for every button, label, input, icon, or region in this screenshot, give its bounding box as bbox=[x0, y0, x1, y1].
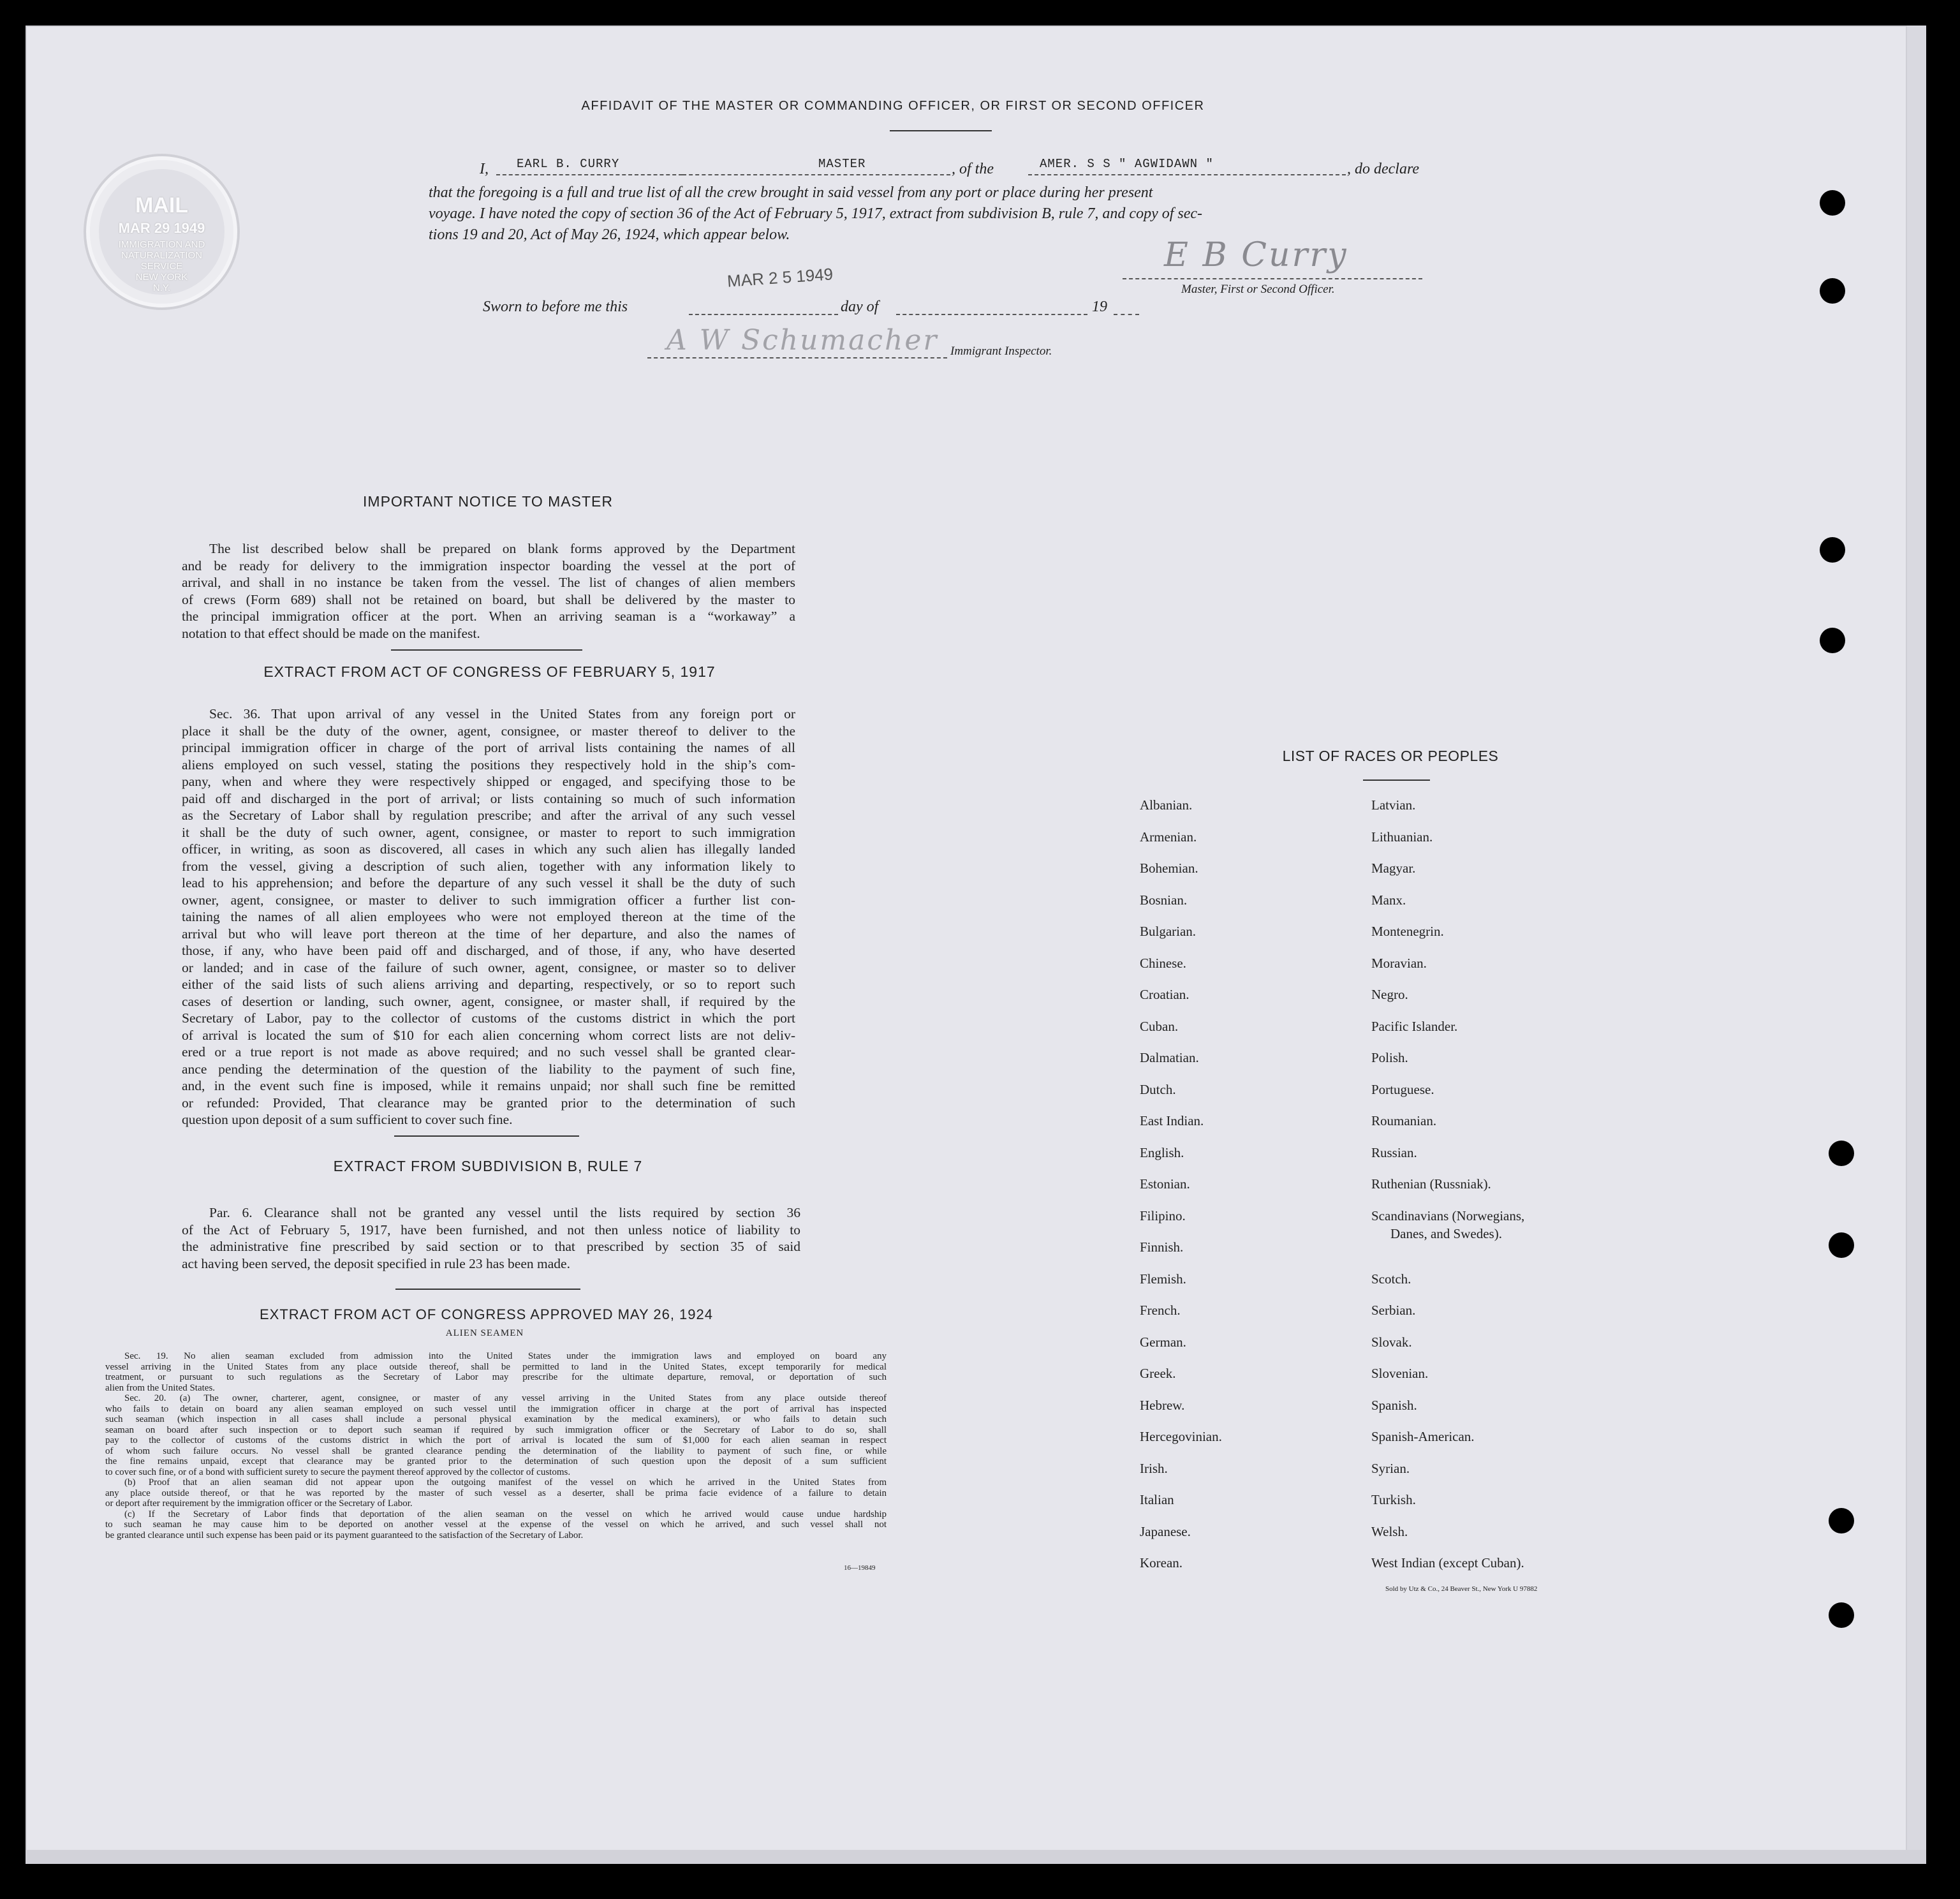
race-item: Scandinavians (Norwegians, bbox=[1371, 1208, 1525, 1223]
text-line: Sec. 36. That upon arrival of any vessel in the United States from any foreign port or bbox=[209, 706, 795, 721]
text-line: aliens employed on such vessel, stating the positions they respectively hold in the ship’s com- bbox=[182, 757, 795, 772]
text-line: taining the names of all alien employees who were not employed thereon at the time of the bbox=[182, 909, 795, 924]
stamp-line: SERVICE bbox=[140, 261, 183, 272]
text-line: Secretary of Labor, pay to the collector of customs of the customs district in which the port bbox=[182, 1010, 795, 1026]
race-item: Bulgarian. bbox=[1140, 924, 1197, 939]
year-label: 19 bbox=[1092, 299, 1107, 315]
rule7-body bbox=[182, 1204, 800, 1272]
vessel-name: AMER. S S " AGWIDAWN " bbox=[1040, 157, 1214, 171]
race-item: Danes, and Swedes). bbox=[1390, 1225, 1502, 1241]
form-number: 16—19849 bbox=[844, 1564, 876, 1572]
text-line: who fails to detain on board any alien seaman employed on such vessel until the immigration officer in charge at the port of arrival has inspected bbox=[105, 1403, 887, 1414]
race-item: Russian. bbox=[1371, 1144, 1417, 1160]
text-line: of crews (Form 689) shall not be retained on board, but shall be delivered by the master to bbox=[182, 591, 795, 607]
extract-1924-title: EXTRACT FROM ACT OF CONGRESS APPROVED MAY 26, 1924 bbox=[260, 1306, 713, 1322]
text-line: cases of desertion or landing, such owner, agent, consignee, or master shall, if required by the bbox=[182, 993, 795, 1009]
text-line: principal immigration officer in charge of the port of arrival lists containing the names of all bbox=[182, 740, 795, 755]
text-line: arrival but who will leave port thereon at the time of her departure, and also the names of bbox=[182, 926, 795, 942]
race-item: Montenegrin. bbox=[1371, 924, 1444, 939]
race-item: Welsh. bbox=[1371, 1523, 1408, 1539]
text-line: alien from the United States. bbox=[105, 1382, 216, 1393]
text-line: paid off and discharged in the port of arrival; or lists containing so much of such information bbox=[182, 790, 795, 806]
race-item: French. bbox=[1140, 1303, 1181, 1318]
inspector-label: Immigrant Inspector. bbox=[950, 344, 1052, 358]
extract-1917-body bbox=[182, 706, 795, 1128]
race-item: Japanese. bbox=[1140, 1523, 1191, 1539]
day-of-label: day of bbox=[841, 299, 879, 315]
race-item: Negro. bbox=[1371, 987, 1408, 1002]
stamp-mail: MAIL bbox=[135, 193, 189, 218]
extract-1917-title: EXTRACT FROM ACT OF CONGRESS OF FEBRUARY 5, 1917 bbox=[263, 663, 716, 680]
stamp-line: NATURALIZATION bbox=[121, 250, 202, 261]
master-rank: MASTER bbox=[818, 157, 866, 171]
stamp-line: IMMIGRATION AND bbox=[118, 239, 205, 250]
text-line: place it shall be the duty of the owner, agent, consignee, or master thereof to deliver to the bbox=[182, 723, 795, 739]
text-line: pay to the collector of customs of the customs district in which the port of arrival is located the sum of $1,000 for each alien seaman in respect bbox=[105, 1435, 887, 1445]
punch-hole bbox=[1829, 1508, 1854, 1533]
race-item: Cuban. bbox=[1140, 1018, 1179, 1034]
text-line: pany, when and where they were respectively shipped or engaged, and specifying those to be bbox=[182, 774, 795, 789]
text-line: and be ready for delivery to the immigration inspector boarding the vessel at the port of bbox=[182, 558, 795, 573]
race-item: Dutch. bbox=[1140, 1081, 1176, 1097]
section-rule bbox=[391, 649, 582, 651]
race-item: Magyar. bbox=[1371, 861, 1416, 876]
punch-hole bbox=[1820, 628, 1845, 653]
section-rule bbox=[395, 1289, 580, 1290]
race-item: Greek. bbox=[1140, 1366, 1176, 1381]
immigration-stamp bbox=[86, 156, 237, 307]
month-blank bbox=[896, 314, 1087, 315]
race-item: Latvian. bbox=[1371, 797, 1416, 813]
affidavit-line: that the foregoing is a full and true list of all the crew brought in said vessel from any port or place during her present bbox=[429, 184, 1153, 201]
text-line: those, if any, who have been paid off and discharged, and of those, if any, who have deserted bbox=[182, 943, 795, 958]
text-line: ered or a true report is not made as above required; and no such vessel shall be granted clear- bbox=[182, 1044, 795, 1060]
stamp-line: NEW YORK bbox=[135, 272, 188, 283]
text-line: of arrival is located the sum of $10 for each alien concerning whom correct lists are not deliv- bbox=[182, 1027, 795, 1043]
race-item: Chinese. bbox=[1140, 955, 1186, 971]
race-item: Dalmatian. bbox=[1140, 1050, 1199, 1065]
section-rule bbox=[394, 1135, 579, 1137]
text-line: to cover such fine, or of a bond with sufficient surety to secure the payment thereof approved by the collector of customs. bbox=[105, 1467, 571, 1477]
affidavit-line: tions 19 and 20, Act of May 26, 1924, which appear below. bbox=[429, 226, 790, 243]
punch-hole bbox=[1820, 190, 1845, 216]
master-name: EARL B. CURRY bbox=[517, 157, 620, 171]
race-item: Turkish. bbox=[1371, 1492, 1416, 1507]
affidavit-title: AFFIDAVIT OF THE MASTER OR COMMANDING OFFICER, OR FIRST OR SECOND OFFICER bbox=[581, 99, 1205, 113]
title-rule bbox=[890, 130, 992, 131]
race-item: Spanish-American. bbox=[1371, 1429, 1475, 1444]
race-item: Ruthenian (Russniak). bbox=[1371, 1176, 1491, 1192]
text-line: or landed; and in case of the failure of such owner, agent, consignee, or master so to deliver bbox=[182, 959, 795, 975]
race-item: Hercegovinian. bbox=[1140, 1429, 1222, 1444]
text-line: seaman on board after such inspection or to deport such seaman if required by such immigration officer or the Secretary of Labor to do so, shall bbox=[105, 1424, 887, 1435]
race-item: German. bbox=[1140, 1334, 1186, 1350]
text-line: Sec. 19. No alien seaman excluded from admission into the United States under the immigration laws and employed on board any bbox=[124, 1351, 887, 1361]
text-line: the principal immigration officer at the port. When an arriving seaman is a “workaway” a bbox=[182, 609, 795, 624]
race-item: Italian bbox=[1140, 1492, 1174, 1507]
text-line: of the Act of February 5, 1917, have been furnished, and not then unless notice of liability to bbox=[182, 1222, 800, 1238]
race-item: Manx. bbox=[1371, 892, 1406, 908]
stamp-line: N.Y. bbox=[152, 283, 171, 293]
text-line: or deport after requirement by the immigration officer or the Secretary of Labor. bbox=[105, 1498, 413, 1509]
race-item: Croatian. bbox=[1140, 987, 1190, 1002]
rule7-title: EXTRACT FROM SUBDIVISION B, RULE 7 bbox=[333, 1158, 643, 1174]
text-line: ance pending the determination of the question of the liability to the payment of such fine, bbox=[182, 1061, 795, 1077]
inspector-signature: A W Schumacher bbox=[667, 324, 939, 357]
races-title: LIST OF RACES OR PEOPLES bbox=[1282, 748, 1499, 764]
text-line: Sec. 20. (a) The owner, charterer, agent, consignee, or master of any vessel arriving in the United States from any place outside thereof bbox=[124, 1393, 887, 1403]
vessel-blank bbox=[1028, 174, 1346, 175]
race-item: Slovenian. bbox=[1371, 1366, 1429, 1381]
race-item: Roumanian. bbox=[1371, 1113, 1437, 1128]
text-line: any place outside thereof, or that he was reported by the master of such vessel as a deserter, shall be prima facie evidence of a failure to detain bbox=[105, 1488, 887, 1498]
page-edge-bottom bbox=[26, 1850, 1926, 1864]
text-line: it shall be the duty of such owner, agent, consignee, or master to report to such immigration bbox=[182, 824, 795, 840]
master-signature: E B Curry bbox=[1164, 236, 1348, 274]
race-item: Hebrew. bbox=[1140, 1397, 1185, 1413]
text-line: The list described below shall be prepared on blank forms approved by the Department bbox=[209, 541, 795, 556]
extract-1924-body bbox=[105, 1351, 887, 1541]
text-line: (c) If the Secretary of Labor finds that deportation of the alien seaman on the vessel on which he arrived would cause undue hardship bbox=[124, 1509, 887, 1519]
race-item: Armenian. bbox=[1140, 829, 1197, 845]
sworn-date-blank bbox=[689, 314, 838, 315]
text-line: as the Secretary of Labor shall by regulation prescribe; and after the arrival of any such vessel bbox=[182, 808, 795, 823]
affidavit-line: voyage. I have noted the copy of section 36 of the Act of February 5, 1917, extract from subdivision B, rule 7, and copy of sec- bbox=[429, 205, 1203, 222]
text-line: and, in the event such fine is imposed, while it remains unpaid; nor shall such fine be remitted bbox=[182, 1078, 795, 1093]
races-rule bbox=[1363, 780, 1430, 781]
affidavit-i: I, bbox=[480, 161, 489, 177]
extract-1924-subtitle: ALIEN SEAMEN bbox=[445, 1328, 524, 1338]
race-item: Lithuanian. bbox=[1371, 829, 1433, 845]
text-line: question upon deposit of a sum sufficient to cover such fine. bbox=[182, 1112, 513, 1127]
race-item: West Indian (except Cuban). bbox=[1371, 1555, 1524, 1570]
race-item: Moravian. bbox=[1371, 955, 1427, 971]
text-line: arrival, and shall in no instance be taken from the vessel. The list of changes of alien members bbox=[182, 575, 795, 590]
text-line: officer, in writing, as soon as discovered, all cases in which any such alien has illegally landed bbox=[182, 841, 795, 857]
race-item: Flemish. bbox=[1140, 1271, 1186, 1287]
race-item: Pacific Islander. bbox=[1371, 1018, 1458, 1034]
printer-note: Sold by Utz & Co., 24 Beaver St., New York U 97882 bbox=[1385, 1585, 1538, 1593]
race-item: Irish. bbox=[1140, 1460, 1168, 1476]
text-line: such seaman (which inspection in all cases shall include a personal physical examination by the medical examiners), or who fails to detain such bbox=[105, 1414, 887, 1424]
year-blank bbox=[1114, 314, 1139, 315]
date-stamp: MAR 2 5 1949 bbox=[726, 264, 834, 291]
race-item: Portuguese. bbox=[1371, 1081, 1434, 1097]
text-line: vessel arriving in the United States from any place outside thereof, shall be permitted to land in the United States, except temporarily for medical bbox=[105, 1361, 887, 1372]
text-line: (b) Proof that an alien seaman did not appear upon the outgoing manifest of the vessel on which he arrived in the United States from bbox=[124, 1477, 887, 1488]
text-line: notation to that effect should be made on the manifest. bbox=[182, 625, 480, 641]
race-item: Albanian. bbox=[1140, 797, 1193, 813]
sworn-label: Sworn to before me this bbox=[483, 299, 628, 315]
declare-label: , do declare bbox=[1347, 161, 1420, 177]
race-item: Polish. bbox=[1371, 1050, 1408, 1065]
stamp-date: MAR 29 1949 bbox=[118, 220, 205, 236]
punch-hole bbox=[1829, 1232, 1854, 1258]
race-item: English. bbox=[1140, 1144, 1184, 1160]
master-label: Master, First or Second Officer. bbox=[1181, 283, 1335, 296]
punch-hole bbox=[1820, 537, 1845, 563]
of-the-label: , of the bbox=[952, 161, 994, 177]
race-item: Bohemian. bbox=[1140, 861, 1198, 876]
race-item: Bosnian. bbox=[1140, 892, 1188, 908]
rank-blank bbox=[682, 174, 950, 175]
notice-body bbox=[182, 540, 795, 642]
race-item: Scotch. bbox=[1371, 1271, 1411, 1287]
text-line: the administrative fine prescribed by said section or to that prescribed by section 35 of said bbox=[182, 1239, 800, 1254]
race-item: Finnish. bbox=[1140, 1239, 1184, 1255]
race-item: Estonian. bbox=[1140, 1176, 1190, 1192]
race-item: Serbian. bbox=[1371, 1303, 1416, 1318]
race-item: Filipino. bbox=[1140, 1208, 1186, 1223]
text-line: act having been served, the deposit specified in rule 23 has been made. bbox=[182, 1255, 570, 1271]
name-blank bbox=[496, 174, 682, 175]
race-item: Korean. bbox=[1140, 1555, 1183, 1570]
text-line: either of the said lists of such aliens arriving and departing, respectively, or so to report such bbox=[182, 977, 795, 992]
page-edge-right bbox=[1907, 26, 1926, 1863]
text-line: or refunded: Provided, That clearance may be granted prior to the determination of such bbox=[182, 1095, 795, 1111]
text-line: the fine remains unpaid, except that clearance may be granted prior to the determination of such question upon the deposit of a sum sufficient bbox=[105, 1456, 887, 1467]
text-line: lead to his apprehension; and before the departure of any such vessel it shall be the duty of such bbox=[182, 875, 795, 890]
signature-blank bbox=[1123, 278, 1422, 279]
text-line: from the vessel, giving a description of such alien, together with any information likely to bbox=[182, 858, 795, 874]
notice-title: IMPORTANT NOTICE TO MASTER bbox=[363, 493, 613, 510]
text-line: of whom such failure occurs. No vessel shall be granted clearance pending the determination of the liability to payment of such fine, or while bbox=[105, 1445, 887, 1456]
text-line: owner, agent, consignee, or master to deliver to such immigration officer a further list con- bbox=[182, 892, 795, 908]
text-line: be granted clearance until such expense has been paid or its payment guaranteed to the satisfaction of the Secretary of Labor. bbox=[105, 1530, 584, 1541]
inspector-blank bbox=[647, 357, 947, 358]
race-item: Slovak. bbox=[1371, 1334, 1412, 1350]
race-item: Spanish. bbox=[1371, 1397, 1417, 1413]
punch-hole bbox=[1829, 1141, 1854, 1166]
text-line: treatment, or pursuant to such regulations as the Secretary of Labor may prescribe for the ultimate departure, removal, or deportation of such bbox=[105, 1372, 887, 1382]
punch-hole bbox=[1829, 1602, 1854, 1628]
race-item: East Indian. bbox=[1140, 1113, 1204, 1128]
text-line: to such seaman he may cause him to be deported on another vessel at the expense of the vessel on which he arrived, and such vessel shall not bbox=[105, 1519, 887, 1530]
punch-hole bbox=[1820, 278, 1845, 304]
race-item: Syrian. bbox=[1371, 1460, 1410, 1476]
text-line: Par. 6. Clearance shall not be granted any vessel until the lists required by section 36 bbox=[209, 1205, 800, 1220]
